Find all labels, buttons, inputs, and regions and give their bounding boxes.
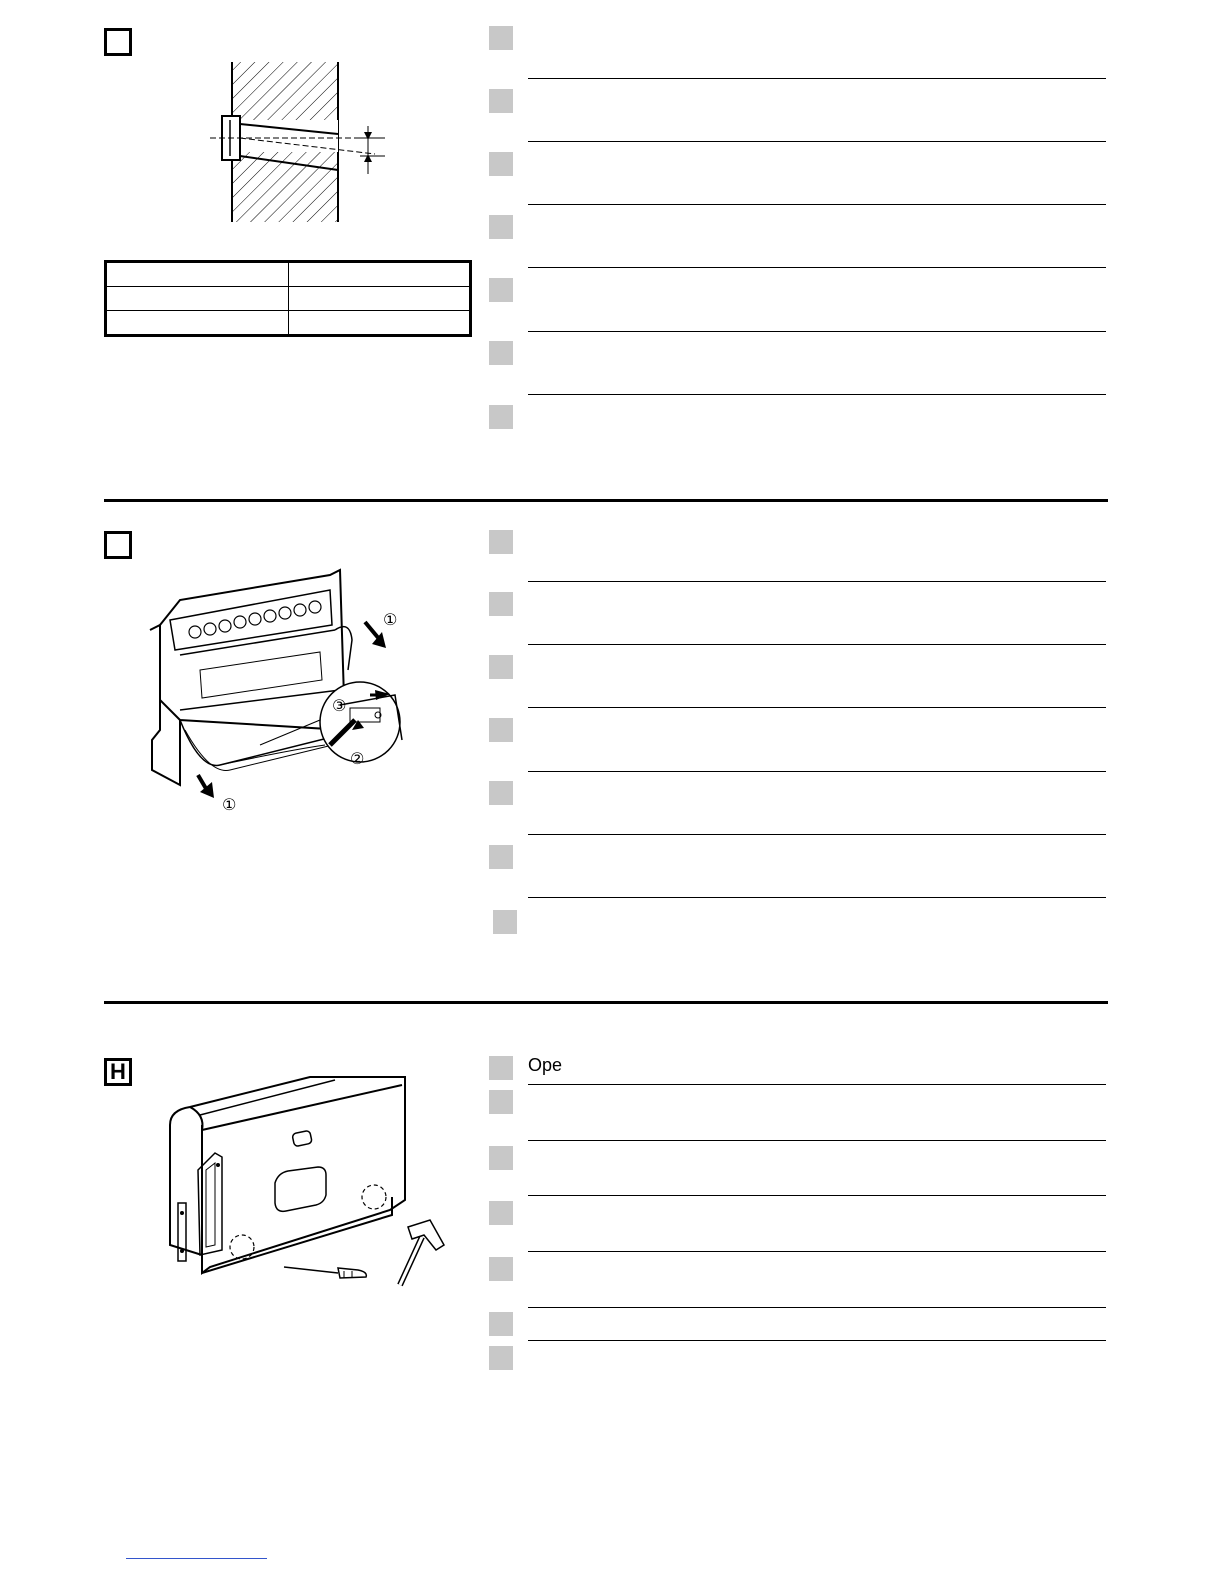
step-marker xyxy=(489,1257,513,1281)
table-cell xyxy=(106,287,289,311)
step-divider xyxy=(528,1307,1106,1308)
step-divider xyxy=(528,707,1106,708)
step-divider xyxy=(528,1140,1106,1141)
step-marker xyxy=(489,781,513,805)
step-divider xyxy=(528,267,1106,268)
mounting-plate-diagram xyxy=(160,1075,450,1290)
callout-2: ② xyxy=(350,749,365,768)
table-cell xyxy=(288,262,471,287)
step-divider xyxy=(528,394,1106,395)
step-marker xyxy=(489,152,513,176)
step-marker xyxy=(489,1346,513,1370)
indoor-unit-removal-diagram xyxy=(140,570,430,820)
step-divider xyxy=(528,834,1106,835)
table-row xyxy=(106,287,471,311)
step-divider xyxy=(528,204,1106,205)
section-label-box: H xyxy=(104,1058,132,1086)
step-marker xyxy=(489,592,513,616)
step-divider xyxy=(528,644,1106,645)
step-divider xyxy=(528,1251,1106,1252)
step-marker xyxy=(489,405,513,429)
table-cell xyxy=(288,287,471,311)
step-marker xyxy=(489,1201,513,1225)
step-marker xyxy=(489,718,513,742)
table-cell xyxy=(106,311,289,336)
section-divider xyxy=(104,1001,1108,1004)
step-divider xyxy=(528,331,1106,332)
step-marker xyxy=(489,1090,513,1114)
step-marker xyxy=(489,215,513,239)
table-row xyxy=(106,262,471,287)
table-cell xyxy=(288,311,471,336)
step-marker xyxy=(489,530,513,554)
step-marker xyxy=(489,341,513,365)
step-divider xyxy=(528,141,1106,142)
step-divider xyxy=(528,1195,1106,1196)
step-marker xyxy=(493,910,517,934)
table-row xyxy=(106,311,471,336)
link-underline[interactable] xyxy=(126,1558,267,1559)
step-divider xyxy=(528,78,1106,79)
spec-table xyxy=(104,260,472,337)
section-divider xyxy=(104,499,1108,502)
step-divider xyxy=(528,581,1106,582)
step-marker xyxy=(489,89,513,113)
step-divider xyxy=(528,897,1106,898)
wall-hole-diagram xyxy=(200,60,400,225)
step-marker xyxy=(489,1146,513,1170)
step-marker xyxy=(489,26,513,50)
section-label-box xyxy=(104,531,132,559)
callout-1-right: ① xyxy=(383,610,398,629)
table-cell xyxy=(106,262,289,287)
section-label-box xyxy=(104,28,132,56)
step-divider xyxy=(528,1084,1106,1085)
step-divider xyxy=(528,1340,1106,1341)
step-text: Ope xyxy=(528,1055,563,1075)
step-marker xyxy=(489,1312,513,1336)
step-marker xyxy=(489,845,513,869)
callout-1-left: ① xyxy=(222,795,237,814)
step-marker xyxy=(489,655,513,679)
step-marker xyxy=(489,278,513,302)
callout-3: ③ xyxy=(332,696,347,715)
step-marker xyxy=(489,1056,513,1080)
step-divider xyxy=(528,771,1106,772)
